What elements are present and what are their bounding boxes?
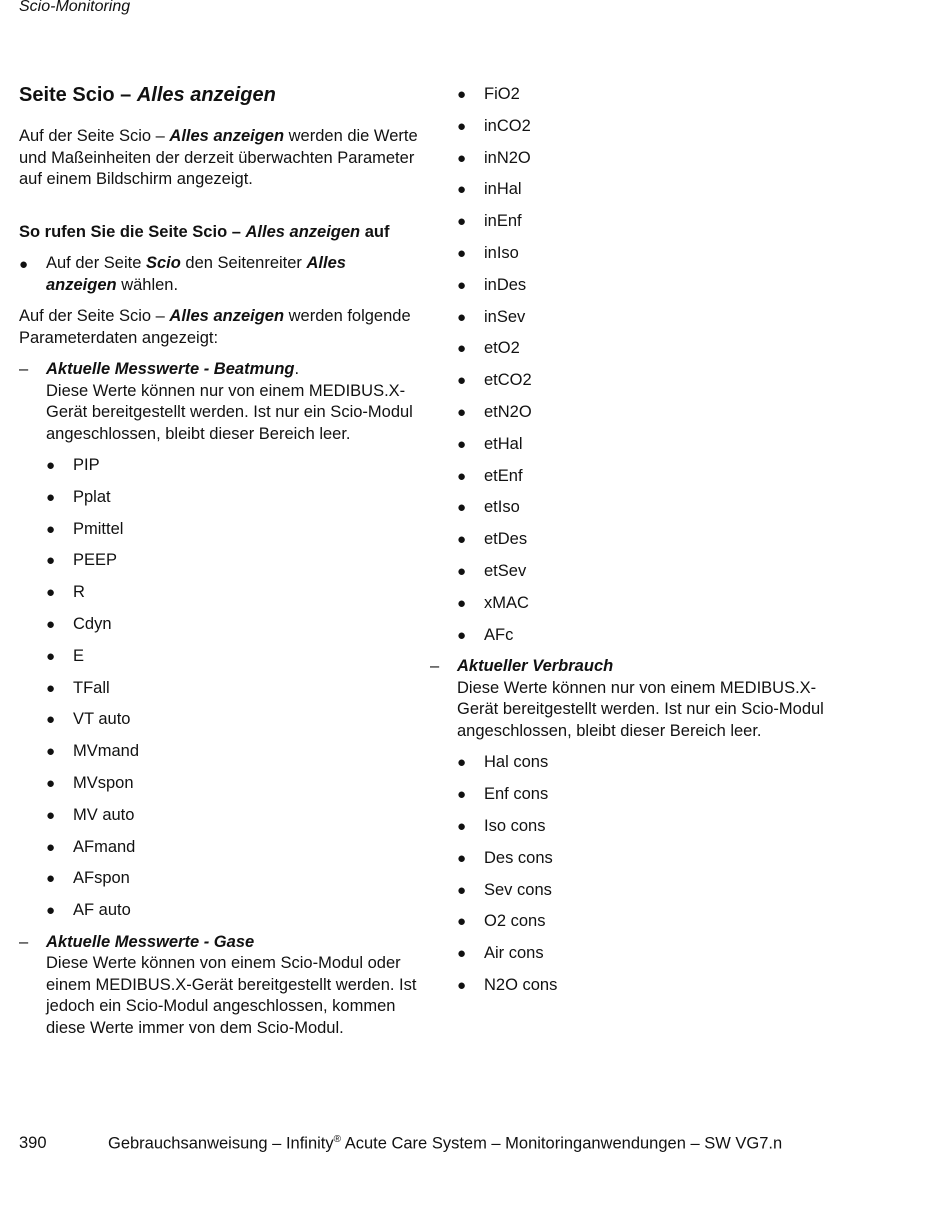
bullet-icon: ● bbox=[457, 945, 467, 963]
bullet-icon: ● bbox=[46, 774, 56, 792]
bullet-icon: ● bbox=[457, 562, 467, 580]
list-item bbox=[46, 678, 419, 710]
bullet-icon: ● bbox=[46, 743, 56, 761]
list-item-label: PIP bbox=[73, 456, 100, 474]
list-item-label: etN2O bbox=[484, 402, 532, 421]
list-item-label: Air cons bbox=[484, 944, 544, 963]
dash-marker: – bbox=[19, 360, 29, 378]
list-item bbox=[457, 529, 830, 561]
bullet-icon: ● bbox=[457, 213, 467, 231]
list-item bbox=[457, 880, 830, 912]
section-title: Seite Scio – Alles anzeigen bbox=[19, 84, 276, 106]
list-item-label: inHal bbox=[484, 180, 522, 199]
group-beatmung: – Aktuelle Messwerte - Beatmung. Diese Werte können nur von einem MEDIBUS.X-Gerät bereitgestellt werden. Ist nur ein Scio-Modul angeschlossen, bleibt dieser Bereich leer. ● PIP ● Pplat ● Pmittel ● PEEP ● R ● Cdyn ● E ● TFall ● VT auto ● MVmand ● MVspon ● MV auto ● AFmand ● AFspon ● AF auto bbox=[19, 359, 419, 932]
list-item bbox=[457, 84, 830, 116]
list-item-label: MVspon bbox=[73, 773, 134, 792]
intro-paragraph: Auf der Seite Scio – Alles anzeigen werden die Werte und Maßeinheiten der derzeit überwachten Parameter auf einem Bildschirm angezeigt. bbox=[19, 127, 418, 188]
list-item-label: AF auto bbox=[73, 901, 131, 920]
page-number: 390 bbox=[19, 1134, 47, 1152]
bullet-icon: ● bbox=[46, 584, 56, 602]
list-item bbox=[457, 816, 830, 848]
list-item bbox=[46, 550, 419, 582]
bullet-icon: ● bbox=[457, 817, 467, 835]
list-item bbox=[457, 497, 830, 529]
list-item bbox=[457, 975, 830, 1007]
bullet-icon: ● bbox=[457, 913, 467, 931]
list-item-label: R bbox=[73, 583, 85, 602]
list-item-label: Pplat bbox=[73, 487, 111, 506]
list-item-label: VT auto bbox=[73, 710, 131, 729]
step-item: ● Auf der Seite Scio den Seitenreiter Alles anzeigen wählen. bbox=[19, 254, 346, 294]
bullet-icon: ● bbox=[457, 308, 467, 326]
dash-marker: – bbox=[19, 932, 29, 951]
list-item-label: Sev cons bbox=[484, 880, 552, 899]
bullet-icon: ● bbox=[457, 403, 467, 421]
bullet-icon: ● bbox=[457, 276, 467, 294]
list-item-label: TFall bbox=[73, 678, 110, 697]
bullet-icon: ● bbox=[457, 372, 467, 390]
bullet-icon: ● bbox=[457, 467, 467, 485]
bullet-icon: ● bbox=[457, 594, 467, 612]
list-item bbox=[46, 900, 419, 932]
shown-paragraph: Auf der Seite Scio – Alles anzeigen werden folgende Parameterdaten angezeigt: bbox=[19, 307, 411, 347]
list-item-label: inSev bbox=[484, 307, 526, 326]
list-item bbox=[457, 211, 830, 243]
list-item-label: inN2O bbox=[484, 148, 531, 167]
group-verbrauch bbox=[430, 656, 830, 1006]
list-item-label: N2O cons bbox=[484, 975, 558, 994]
bullet-icon: ● bbox=[457, 117, 467, 135]
bullet-icon: ● bbox=[457, 881, 467, 899]
list-item-label: etIso bbox=[484, 498, 520, 517]
list-item bbox=[457, 148, 830, 180]
list-item bbox=[457, 593, 830, 625]
list-item-label: etDes bbox=[484, 530, 528, 549]
list-item-label: etHal bbox=[484, 434, 523, 453]
bullet-icon: ● bbox=[46, 711, 56, 729]
list-item-label: Iso cons bbox=[484, 816, 546, 835]
howto-heading: So rufen Sie die Seite Scio – Alles anzeigen auf bbox=[19, 222, 390, 241]
list-item bbox=[457, 434, 830, 466]
bullet-icon: ● bbox=[46, 488, 56, 506]
list-item bbox=[46, 614, 419, 646]
list-item-label: xMAC bbox=[484, 593, 529, 612]
list-item-label: O2 cons bbox=[484, 912, 546, 931]
list-item bbox=[46, 773, 419, 805]
bullet-icon: ● bbox=[457, 849, 467, 867]
dash-marker: – bbox=[430, 657, 440, 676]
parameter-list bbox=[46, 455, 419, 932]
list-item-label: Cdyn bbox=[73, 614, 112, 633]
list-item bbox=[457, 338, 830, 370]
bullet-icon: ● bbox=[457, 435, 467, 453]
list-item bbox=[457, 625, 830, 657]
list-item-label: E bbox=[73, 646, 85, 665]
list-item bbox=[457, 243, 830, 275]
bullet-icon: ● bbox=[457, 976, 467, 994]
bullet-icon: ● bbox=[457, 340, 467, 358]
bullet-icon: ● bbox=[457, 244, 467, 262]
list-item-label: inDes bbox=[484, 275, 527, 294]
list-item bbox=[457, 116, 830, 148]
list-item bbox=[457, 466, 830, 498]
bullet-icon: ● bbox=[46, 552, 56, 570]
right-column bbox=[430, 84, 830, 1007]
list-item-label: AFspon bbox=[73, 869, 130, 888]
left-column bbox=[19, 82, 419, 1039]
list-item bbox=[46, 455, 419, 487]
list-item-label: etO2 bbox=[484, 339, 520, 358]
list-item-label: MVmand bbox=[73, 742, 140, 761]
list-item-label: AFc bbox=[484, 625, 514, 644]
bullet-icon: ● bbox=[46, 870, 56, 888]
group-description: Diese Werte können nur von einem MEDIBUS.X-Gerät bereitgestellt werden. Ist nur ein Scio-Modul angeschlossen, bleibt dieser Bereich leer. bbox=[457, 678, 824, 740]
bullet-icon: ● bbox=[46, 457, 56, 474]
list-item bbox=[46, 805, 419, 837]
parameter-list bbox=[457, 752, 830, 1006]
list-item bbox=[457, 848, 830, 880]
list-item-label: Pmittel bbox=[73, 519, 124, 538]
list-item bbox=[46, 519, 419, 551]
footer-title: Gebrauchsanweisung – Infinity® Acute Care System – Monitoringanwendungen – SW VG7.n bbox=[108, 1134, 783, 1153]
bullet-icon: ● bbox=[457, 499, 467, 517]
bullet-icon: ● bbox=[46, 902, 56, 920]
bullet-icon: ● bbox=[457, 754, 467, 772]
list-item bbox=[457, 561, 830, 593]
bullet-icon: ● bbox=[46, 615, 56, 633]
bullet-icon: ● bbox=[46, 647, 56, 665]
list-item bbox=[457, 402, 830, 434]
bullet-icon: ● bbox=[46, 838, 56, 856]
list-item-label: Hal cons bbox=[484, 753, 549, 772]
list-item bbox=[46, 487, 419, 519]
list-item bbox=[457, 307, 830, 339]
group-title: Aktuelle Messwerte - Gase bbox=[46, 932, 255, 951]
list-item-label: AFmand bbox=[73, 837, 136, 856]
list-item-label: Enf cons bbox=[484, 785, 549, 804]
running-header: Scio-Monitoring bbox=[19, 0, 131, 15]
list-item-label: etSev bbox=[484, 561, 527, 580]
bullet-icon: ● bbox=[457, 181, 467, 199]
list-item-label: FiO2 bbox=[484, 85, 520, 103]
list-item bbox=[457, 179, 830, 211]
group-title: Aktueller Verbrauch bbox=[457, 657, 614, 676]
bullet-icon: ● bbox=[46, 679, 56, 697]
bullet-icon: ● bbox=[46, 520, 56, 538]
list-item bbox=[46, 709, 419, 741]
list-item-label: PEEP bbox=[73, 551, 118, 570]
list-item bbox=[46, 868, 419, 900]
list-item-label: inEnf bbox=[484, 212, 522, 231]
list-item-label: MV auto bbox=[73, 805, 135, 824]
group-title: Aktuelle Messwerte - Beatmung bbox=[46, 360, 295, 378]
group-description: Diese Werte können nur von einem MEDIBUS.X-Gerät bereitgestellt werden. Ist nur ein Scio-Modul angeschlossen, bleibt dieser Bereich leer. bbox=[46, 381, 413, 443]
list-item-label: etCO2 bbox=[484, 371, 532, 390]
list-item bbox=[46, 837, 419, 869]
bullet-icon: ● bbox=[457, 531, 467, 549]
parameter-list bbox=[430, 84, 830, 656]
list-item bbox=[457, 275, 830, 307]
list-item bbox=[457, 911, 830, 943]
list-item bbox=[46, 646, 419, 678]
bullet-icon: ● bbox=[457, 149, 467, 167]
group-gase bbox=[19, 932, 419, 1040]
list-item bbox=[46, 582, 419, 614]
group-description: Diese Werte können von einem Scio-Modul oder einem MEDIBUS.X-Gerät bereitgestellt werden. Ist jedoch ein Scio-Modul angeschlossen, kommen diese Werte immer von dem Scio-Modul. bbox=[46, 954, 417, 1037]
list-item-label: inCO2 bbox=[484, 116, 531, 135]
list-item-label: Des cons bbox=[484, 848, 553, 867]
bullet-icon: ● bbox=[19, 256, 29, 273]
list-item bbox=[457, 943, 830, 975]
list-item bbox=[457, 752, 830, 784]
bullet-icon: ● bbox=[46, 806, 56, 824]
list-item-label: etEnf bbox=[484, 466, 523, 485]
bullet-icon: ● bbox=[457, 626, 467, 644]
list-item bbox=[457, 370, 830, 402]
list-item bbox=[457, 784, 830, 816]
bullet-icon: ● bbox=[457, 786, 467, 804]
list-item-label: inIso bbox=[484, 243, 519, 262]
bullet-icon: ● bbox=[457, 86, 467, 103]
list-item bbox=[46, 741, 419, 773]
